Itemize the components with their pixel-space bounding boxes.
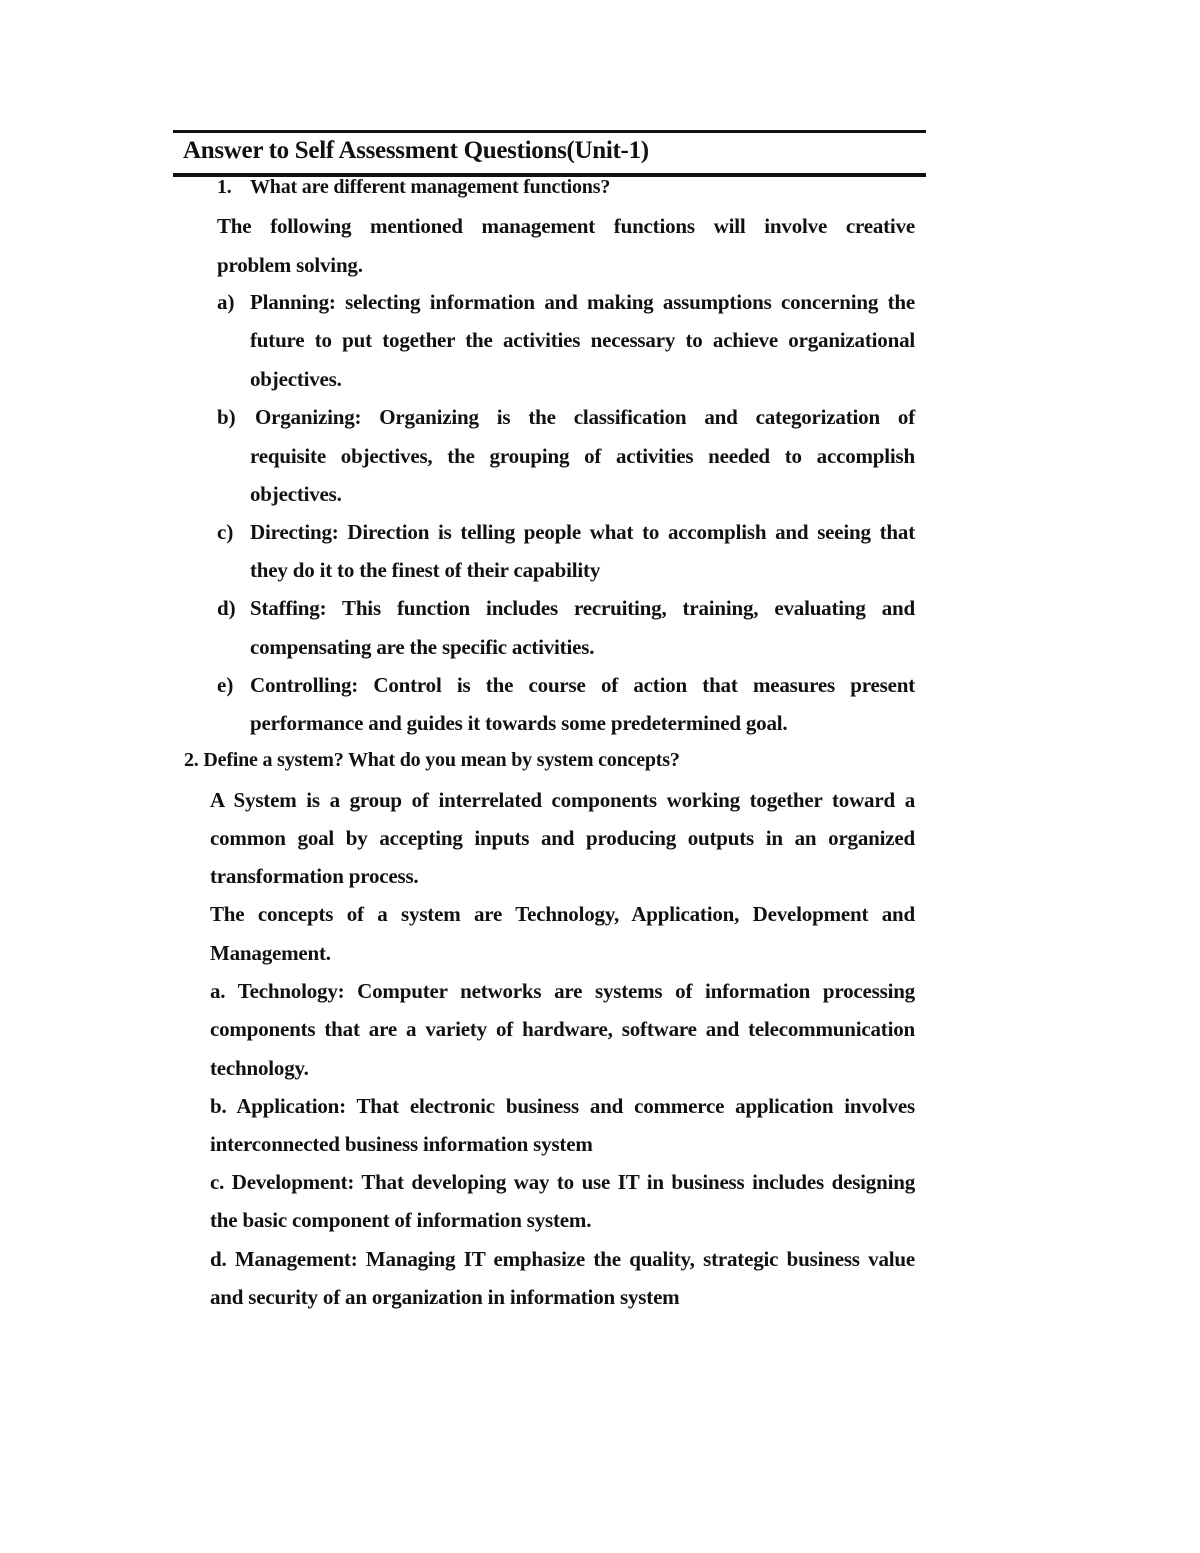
- paragraph-line: Management.: [210, 941, 331, 965]
- q1-question: What are different management functions?: [250, 176, 611, 198]
- q1-number: 1.: [217, 176, 232, 198]
- paragraph-line: transformation process.: [210, 864, 419, 888]
- q1-intro-line: The following mentioned management functions will involve creative: [217, 214, 915, 238]
- paragraph-line: interconnected business information system: [210, 1132, 593, 1156]
- paragraph-line: b. Application: That electronic business and commerce application involves: [210, 1094, 915, 1118]
- paragraph-line: d. Management: Managing IT emphasize the quality, strategic business value: [210, 1247, 915, 1271]
- list-item-line: Directing: Direction is telling people what to accomplish and seeing that: [250, 520, 915, 544]
- paragraph-line: a. Technology: Computer networks are systems of information processing: [210, 979, 915, 1003]
- paragraph-line: The concepts of a system are Technology, Application, Development and: [210, 902, 915, 926]
- paragraph-line: technology.: [210, 1056, 309, 1080]
- list-marker: d): [217, 596, 236, 620]
- paragraph-line: components that are a variety of hardware, software and telecommunication: [210, 1017, 915, 1041]
- list-item-line: Organizing: Organizing is the classification and categorization of: [255, 405, 915, 429]
- paragraph-line: A System is a group of interrelated components working together toward a: [210, 788, 915, 812]
- list-item-line: Staffing: This function includes recruiting, training, evaluating and: [250, 596, 915, 620]
- q2-question: 2. Define a system? What do you mean by system concepts?: [184, 749, 680, 771]
- list-item-line: Planning: selecting information and making assumptions concerning the: [250, 290, 915, 314]
- paragraph-line: the basic component of information system.: [210, 1208, 592, 1232]
- list-item-line: Controlling: Control is the course of action that measures present: [250, 673, 915, 697]
- page-title: Answer to Self Assessment Questions(Unit-1): [183, 137, 649, 164]
- list-item-line: performance and guides it towards some predetermined goal.: [250, 711, 788, 735]
- list-item-line: objectives.: [250, 367, 342, 391]
- list-item-line: future to put together the activities necessary to achieve organizational: [250, 328, 915, 352]
- list-marker: b): [217, 405, 236, 429]
- list-item-line: requisite objectives, the grouping of activities needed to accomplish: [250, 444, 915, 468]
- q1-intro-line: problem solving.: [217, 253, 363, 277]
- paragraph-line: common goal by accepting inputs and producing outputs in an organized: [210, 826, 915, 850]
- list-item-line: objectives.: [250, 482, 342, 506]
- title-rule-box: [173, 130, 926, 177]
- list-marker: e): [217, 673, 234, 697]
- paragraph-line: and security of an organization in information system: [210, 1285, 680, 1309]
- list-marker: c): [217, 520, 234, 544]
- list-item-line: they do it to the finest of their capability: [250, 558, 601, 582]
- list-marker: a): [217, 290, 235, 314]
- paragraph-line: c. Development: That developing way to use IT in business includes designing: [210, 1170, 915, 1194]
- list-item-line: compensating are the specific activities.: [250, 635, 595, 659]
